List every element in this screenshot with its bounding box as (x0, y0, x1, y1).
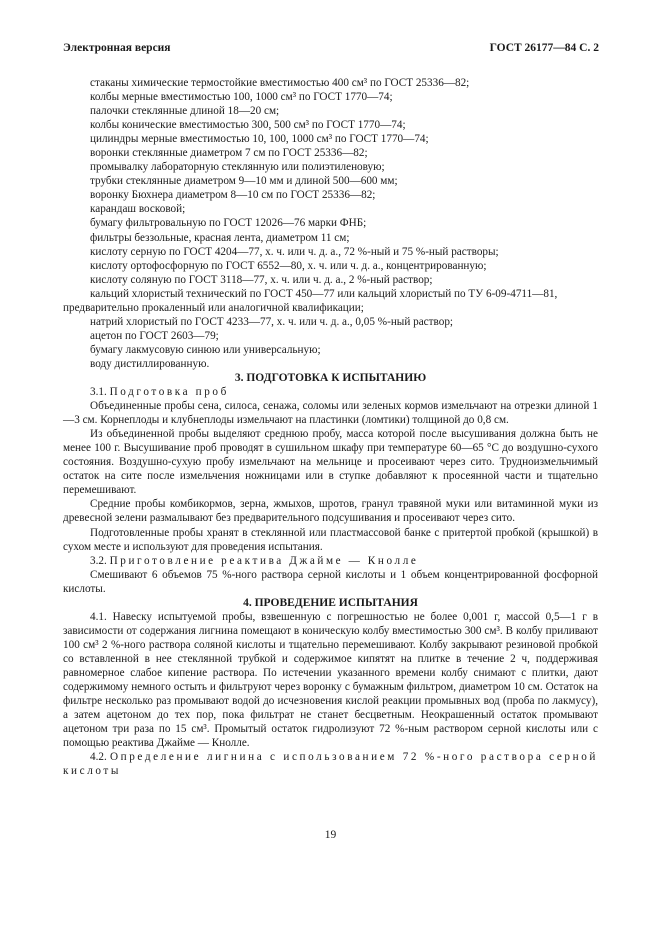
equipment-list-item: промывалку лабораторную стеклянную или полиэтиленовую; (90, 161, 385, 174)
equipment-list (63, 76, 598, 371)
equipment-list-item: цилиндры мерные вместимостью 10, 100, 1000 см³ по ГОСТ 1770—74; (90, 133, 429, 146)
equipment-list-item: кислоту ортофосфорную по ГОСТ 6552—80, х. ч. или ч. д. а., концентрированную; (90, 259, 487, 272)
equipment-list-item: воронки стеклянные диаметром 7 см по ГОСТ 25336—82; (90, 147, 368, 160)
paragraph: Средние пробы комбикормов, зерна, жмыхов, шротов, гранул травяной муки или витаминной муки из древесной зелени размалывают без предварительного подсушивания и просеивают через сито. (63, 498, 598, 525)
subsection-4-2-heading (63, 750, 598, 778)
equipment-list-item: трубки стеклянные диаметром 9—10 мм и длиной 500—600 мм; (90, 175, 398, 188)
equipment-list-item: воду дистиллированную. (90, 357, 210, 370)
subsection-title: Определение лигнина с использованием 72 %-ного раствора серной кислоты (63, 751, 598, 778)
equipment-list-item: колбы мерные вместимостью 100, 1000 см³ по ГОСТ 1770—74; (90, 91, 393, 104)
equipment-list-item: кислоту серную по ГОСТ 4204—77, х. ч. или ч. д. а., 72 %-ный и 75 %-ный растворы; (90, 245, 499, 258)
subsection-number: 3.2. (90, 554, 107, 567)
equipment-list-item: стаканы химические термостойкие вместимостью 400 см³ по ГОСТ 25336—82; (90, 77, 470, 89)
equipment-list-item: карандаш восковой; (90, 203, 186, 216)
subsection-number: 4.2. (90, 751, 107, 764)
equipment-list-item: воронку Бюхнера диаметром 8—10 см по ГОСТ 25336—82; (90, 189, 376, 202)
equipment-list-item: бумагу фильтровальную по ГОСТ 12026—76 марки ФНБ; (90, 217, 367, 230)
paragraph: Из объединенной пробы выделяют среднюю пробу, масса которой после высушивания должна быть не менее 100 г. Высушивание проб проводят в сушильном шкафу при температуре 60—65 °С до воздушно-сухого состояния. Воздушно-сухую пробу измельчают на мельнице и просеивают через сито. Трудноизмельчимый остаток на сите после измельчения ножницами или в ступке добавляют к просеянной части и тщательно перемешивают. (63, 428, 598, 497)
equipment-list-item: фильтры беззольные, красная лента, диаметром 11 см; (90, 231, 350, 244)
equipment-list-item: кальций хлористый технический по ГОСТ 450—77 или кальций хлористый по ТУ 6-09-4711—81, предварительно прокаленный или аналогичной квалификации; (63, 287, 558, 314)
equipment-list-item: колбы конические вместимостью 300, 500 см³ по ГОСТ 1770—74; (90, 119, 406, 132)
subsection-title: Подготовка проб (109, 386, 229, 399)
subsection-3-1-heading (63, 385, 598, 399)
equipment-list-item: ацетон по ГОСТ 2603—79; (90, 329, 219, 342)
section-4-heading: 4. ПРОВЕДЕНИЕ ИСПЫТАНИЯ (243, 596, 418, 609)
page-number: 19 (324, 829, 337, 841)
paragraph: Подготовленные пробы хранят в стеклянной или пластмассовой банке с притертой пробкой (крышкой) в сухом месте и используют для проведения испытания. (63, 526, 598, 553)
section-3-heading: 3. ПОДГОТОВКА К ИСПЫТАНИЮ (234, 371, 427, 384)
paragraph: Объединенные пробы сена, силоса, сенажа, соломы или зеленых кормов измельчают на отрезки длиной 1—3 см. Корнеплоды и клубнеплоды измельчают на пластинки (ломтики) толщиной до 0,8 см. (63, 400, 598, 427)
header-edition-label: Электронная версия (63, 42, 171, 54)
equipment-list-item: кислоту соляную по ГОСТ 3118—77, х. ч. или ч. д. а., 2 %-ный раствор; (90, 273, 433, 286)
equipment-list-item: натрий хлористый по ГОСТ 4233—77, х. ч. или ч. д. а., 0,05 %-ный раствор; (90, 315, 454, 328)
equipment-list-item: палочки стеклянные длиной 18—20 см; (90, 105, 280, 118)
subsection-title: Приготовление реактива Джайме — Кнолле (109, 554, 419, 567)
subsection-3-2-heading (63, 554, 598, 568)
subsection-number: 3.1. (90, 386, 107, 399)
document-body (63, 76, 598, 778)
paragraph: Смешивают 6 объемов 75 %-ного раствора серной кислоты и 1 объем концентрированной фосфорной кислоты. (63, 568, 598, 595)
header-standard-number: ГОСТ 26177—84 С. 2 (489, 42, 599, 54)
equipment-list-item: бумагу лакмусовую синюю или универсальную; (90, 343, 321, 356)
paragraph: 4.1. Навеску испытуемой пробы, взвешенную с погрешностью не более 0,001 г, массой 0,5—1 г в зависимости от содержания лигнина помещают в коническую колбу вместимостью 300 см³. В колбу приливают 100 см³ 2 %-ного раствора соляной кислоты и тщательно перемешивают. Колбу закрывают резиновой пробкой со вставленной в нее стеклянной трубкой и содержимое кипятят на плитке в течение 2 ч, поддерживая равномерное слабое кипение раствора. По истечении указанного времени колбу снимают с плитки, дают содержимому немного остыть и фильтруют через воронку с бумажным фильтром, диаметром 10 см. Остаток на фильтре несколько раз промывают водой до исчезновения кислой реакции промывных вод (проба по лакмусу), а затем ацетоном до тех пор, пока фильтрат не станет бесцветным. Неокрашенный остаток промывают ацетоном три раза по 15 см³. Промытый остаток гидролизуют 72 %-ным раствором серной кислоты или с помощью реактива Джайме — Кнолле. (63, 610, 598, 750)
